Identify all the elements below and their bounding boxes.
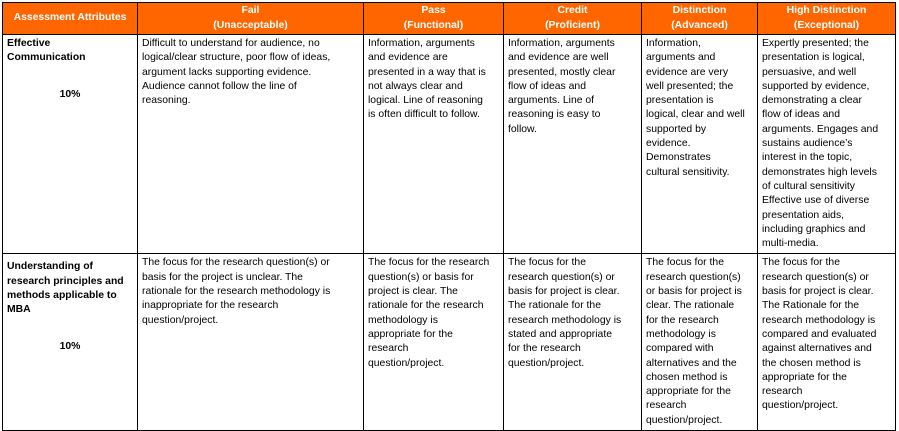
- criteria-fail: Difficult to understand for audience, no logical/clear structure, poor flow of ideas, argument lacks supporting evidence. Audience cannot follow the line of reasoning.: [138, 35, 364, 254]
- header-distinction: Distinction (Advanced): [642, 3, 758, 35]
- attribute-weight: 10%: [59, 340, 81, 352]
- header-high-distinction: High Distinction (Exceptional): [758, 3, 896, 35]
- criteria-pass: The focus for the research question(s) or basis for project is clear. The rationale for the research methodology is appropriate for the research question/project.: [364, 254, 504, 431]
- criteria-credit: The focus for the research question(s) or basis for project is clear. The rationale for the research methodology is stated and appropriate for the research question/project.: [504, 254, 642, 431]
- header-credit: Credit (Proficient): [504, 3, 642, 35]
- criteria-distinction: The focus for the research question(s) or basis for project is clear. The rationale for the research methodology is compared with alternatives and the chosen method is appropriate for the research question/project.: [642, 254, 758, 431]
- header-assessment-attributes: Assessment Attributes: [3, 3, 138, 35]
- criteria-credit: Information, arguments and evidence are well presented, mostly clear flow of ideas and arguments. Line of reasoning is easy to follow.: [504, 35, 642, 254]
- attribute-weight: 10%: [59, 88, 81, 100]
- criteria-distinction: Information, arguments and evidence are very well presented; the presentation is logical, clear and well supported by evidence. Demonstrates cultural sensitivity.: [642, 35, 758, 254]
- table-row: [3, 254, 896, 431]
- table-row: [3, 35, 896, 254]
- header-fail: Fail (Unacceptable): [138, 3, 364, 35]
- attribute-name: Effective Communication: [7, 38, 86, 64]
- criteria-pass: Information, arguments and evidence are presented in a way that is not always clear and logical. Line of reasoning is often difficult to follow.: [364, 35, 504, 254]
- criteria-high-distinction: The focus for the research question(s) or basis for project is clear. The Rationale for the research methodology is compared and evaluated against alternatives and the chosen method is appropriate for the research question/project.: [758, 254, 896, 431]
- attribute-name: Understanding of research principles and methods applicable to MBA: [7, 261, 124, 316]
- header-row: [3, 3, 896, 35]
- criteria-high-distinction: Expertly presented; the presentation is logical, persuasive, and well supported by evidence, demonstrating a clear flow of ideas and arguments. Engages and sustains audience’s interest in the topic, demonstrates high levels of cultural sensitivity Effective use of diverse presentation aids, including graphics and multi-media.: [758, 35, 896, 254]
- attribute-cell: [3, 35, 138, 254]
- criteria-fail: The focus for the research question(s) or basis for the project is unclear. The rationale for the research methodology is inappropriate for the research question/project.: [138, 254, 364, 431]
- attribute-cell: [3, 254, 138, 431]
- header-pass: Pass (Functional): [364, 3, 504, 35]
- assessment-rubric-table: [2, 2, 896, 431]
